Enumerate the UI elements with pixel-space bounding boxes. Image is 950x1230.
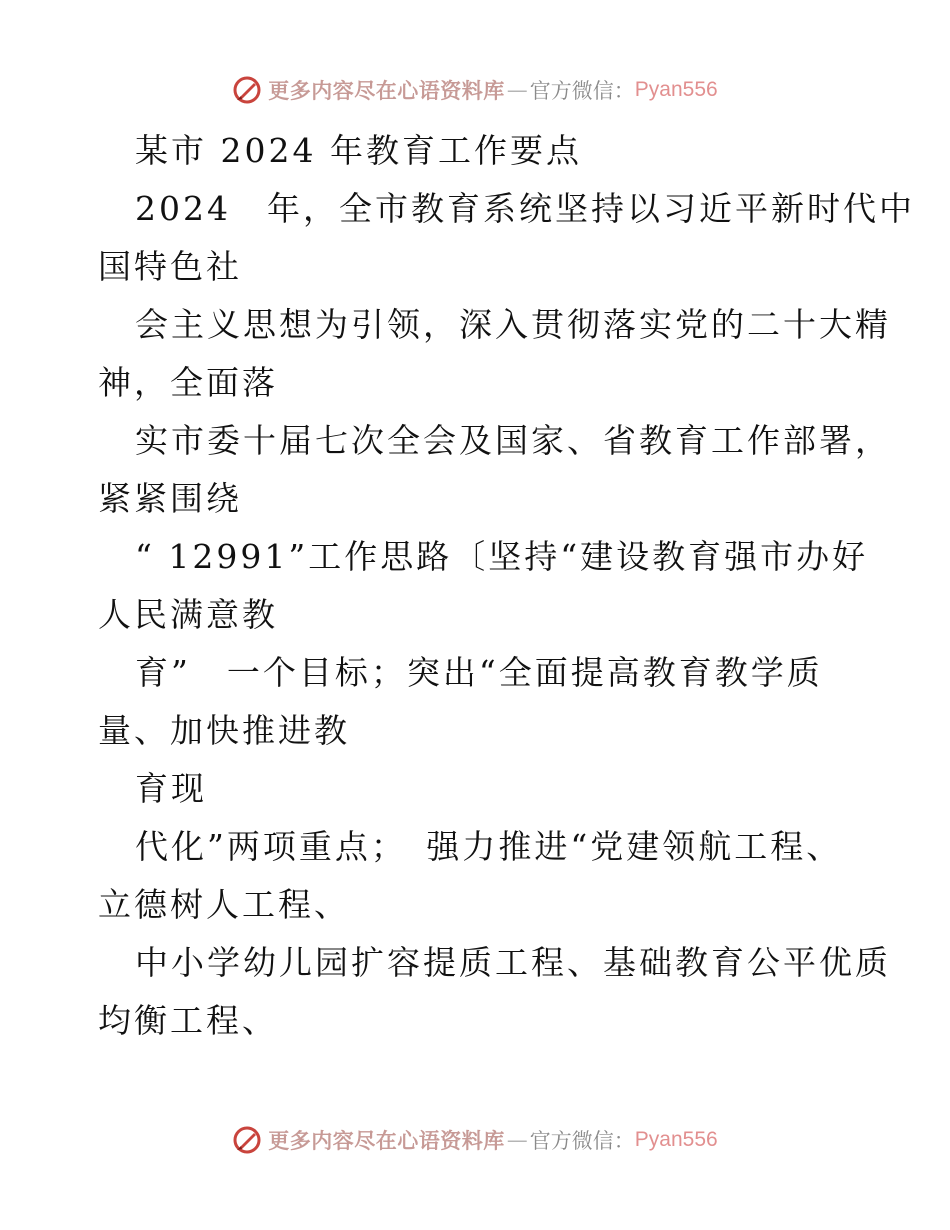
banner-wechat-id: Pyan556: [634, 1128, 718, 1151]
text-line: 国特色社: [98, 247, 242, 286]
text-line: 育” 一个目标；突出“全面提高教育教学质: [135, 653, 823, 692]
text-line: 紧紧围绕: [98, 479, 242, 518]
text-line: 育现: [135, 769, 207, 808]
text-line: 2024 年，全市教育系统坚持以习近平新时代中: [135, 189, 915, 228]
text-line: 会主义思想为引领，深入贯彻落实党的二十大精: [135, 305, 891, 344]
text-line: “ 12991”工作思路〔坚持“建设教育强市办好: [135, 537, 869, 576]
text-line: 量、加快推进教: [98, 711, 350, 750]
banner-dash: —: [506, 78, 528, 102]
text-line: 均衡工程、: [98, 1001, 278, 1040]
banner-label: 官方微信：: [529, 79, 635, 103]
text-line: 人民满意教: [98, 595, 278, 634]
text-line: 代化”两项重点； 强力推进“党建领航工程、: [135, 827, 843, 866]
text-line: 中小学幼儿园扩容提质工程、基础教育公平优质: [135, 943, 891, 982]
banner-title: 更多内容尽在心语资料库: [268, 1128, 505, 1153]
banner-title: 更多内容尽在心语资料库: [268, 78, 505, 103]
banner-dash: —: [506, 1128, 528, 1152]
text-line: 神，全面落: [98, 363, 278, 402]
text-line: 实市委十届七次全会及国家、省教育工作部署，: [135, 421, 891, 460]
pen-logo-icon: [232, 75, 262, 105]
footer-watermark-banner: [0, 1120, 950, 1160]
document-body: [98, 122, 915, 1050]
header-watermark-banner: [0, 70, 950, 110]
document-title: 某市 2024 年教育工作要点: [135, 131, 582, 170]
text-line: 立德树人工程、: [98, 885, 350, 924]
banner-wechat-id: Pyan556: [634, 78, 718, 101]
pen-logo-icon: [232, 1125, 262, 1155]
banner-label: 官方微信：: [529, 1129, 635, 1153]
